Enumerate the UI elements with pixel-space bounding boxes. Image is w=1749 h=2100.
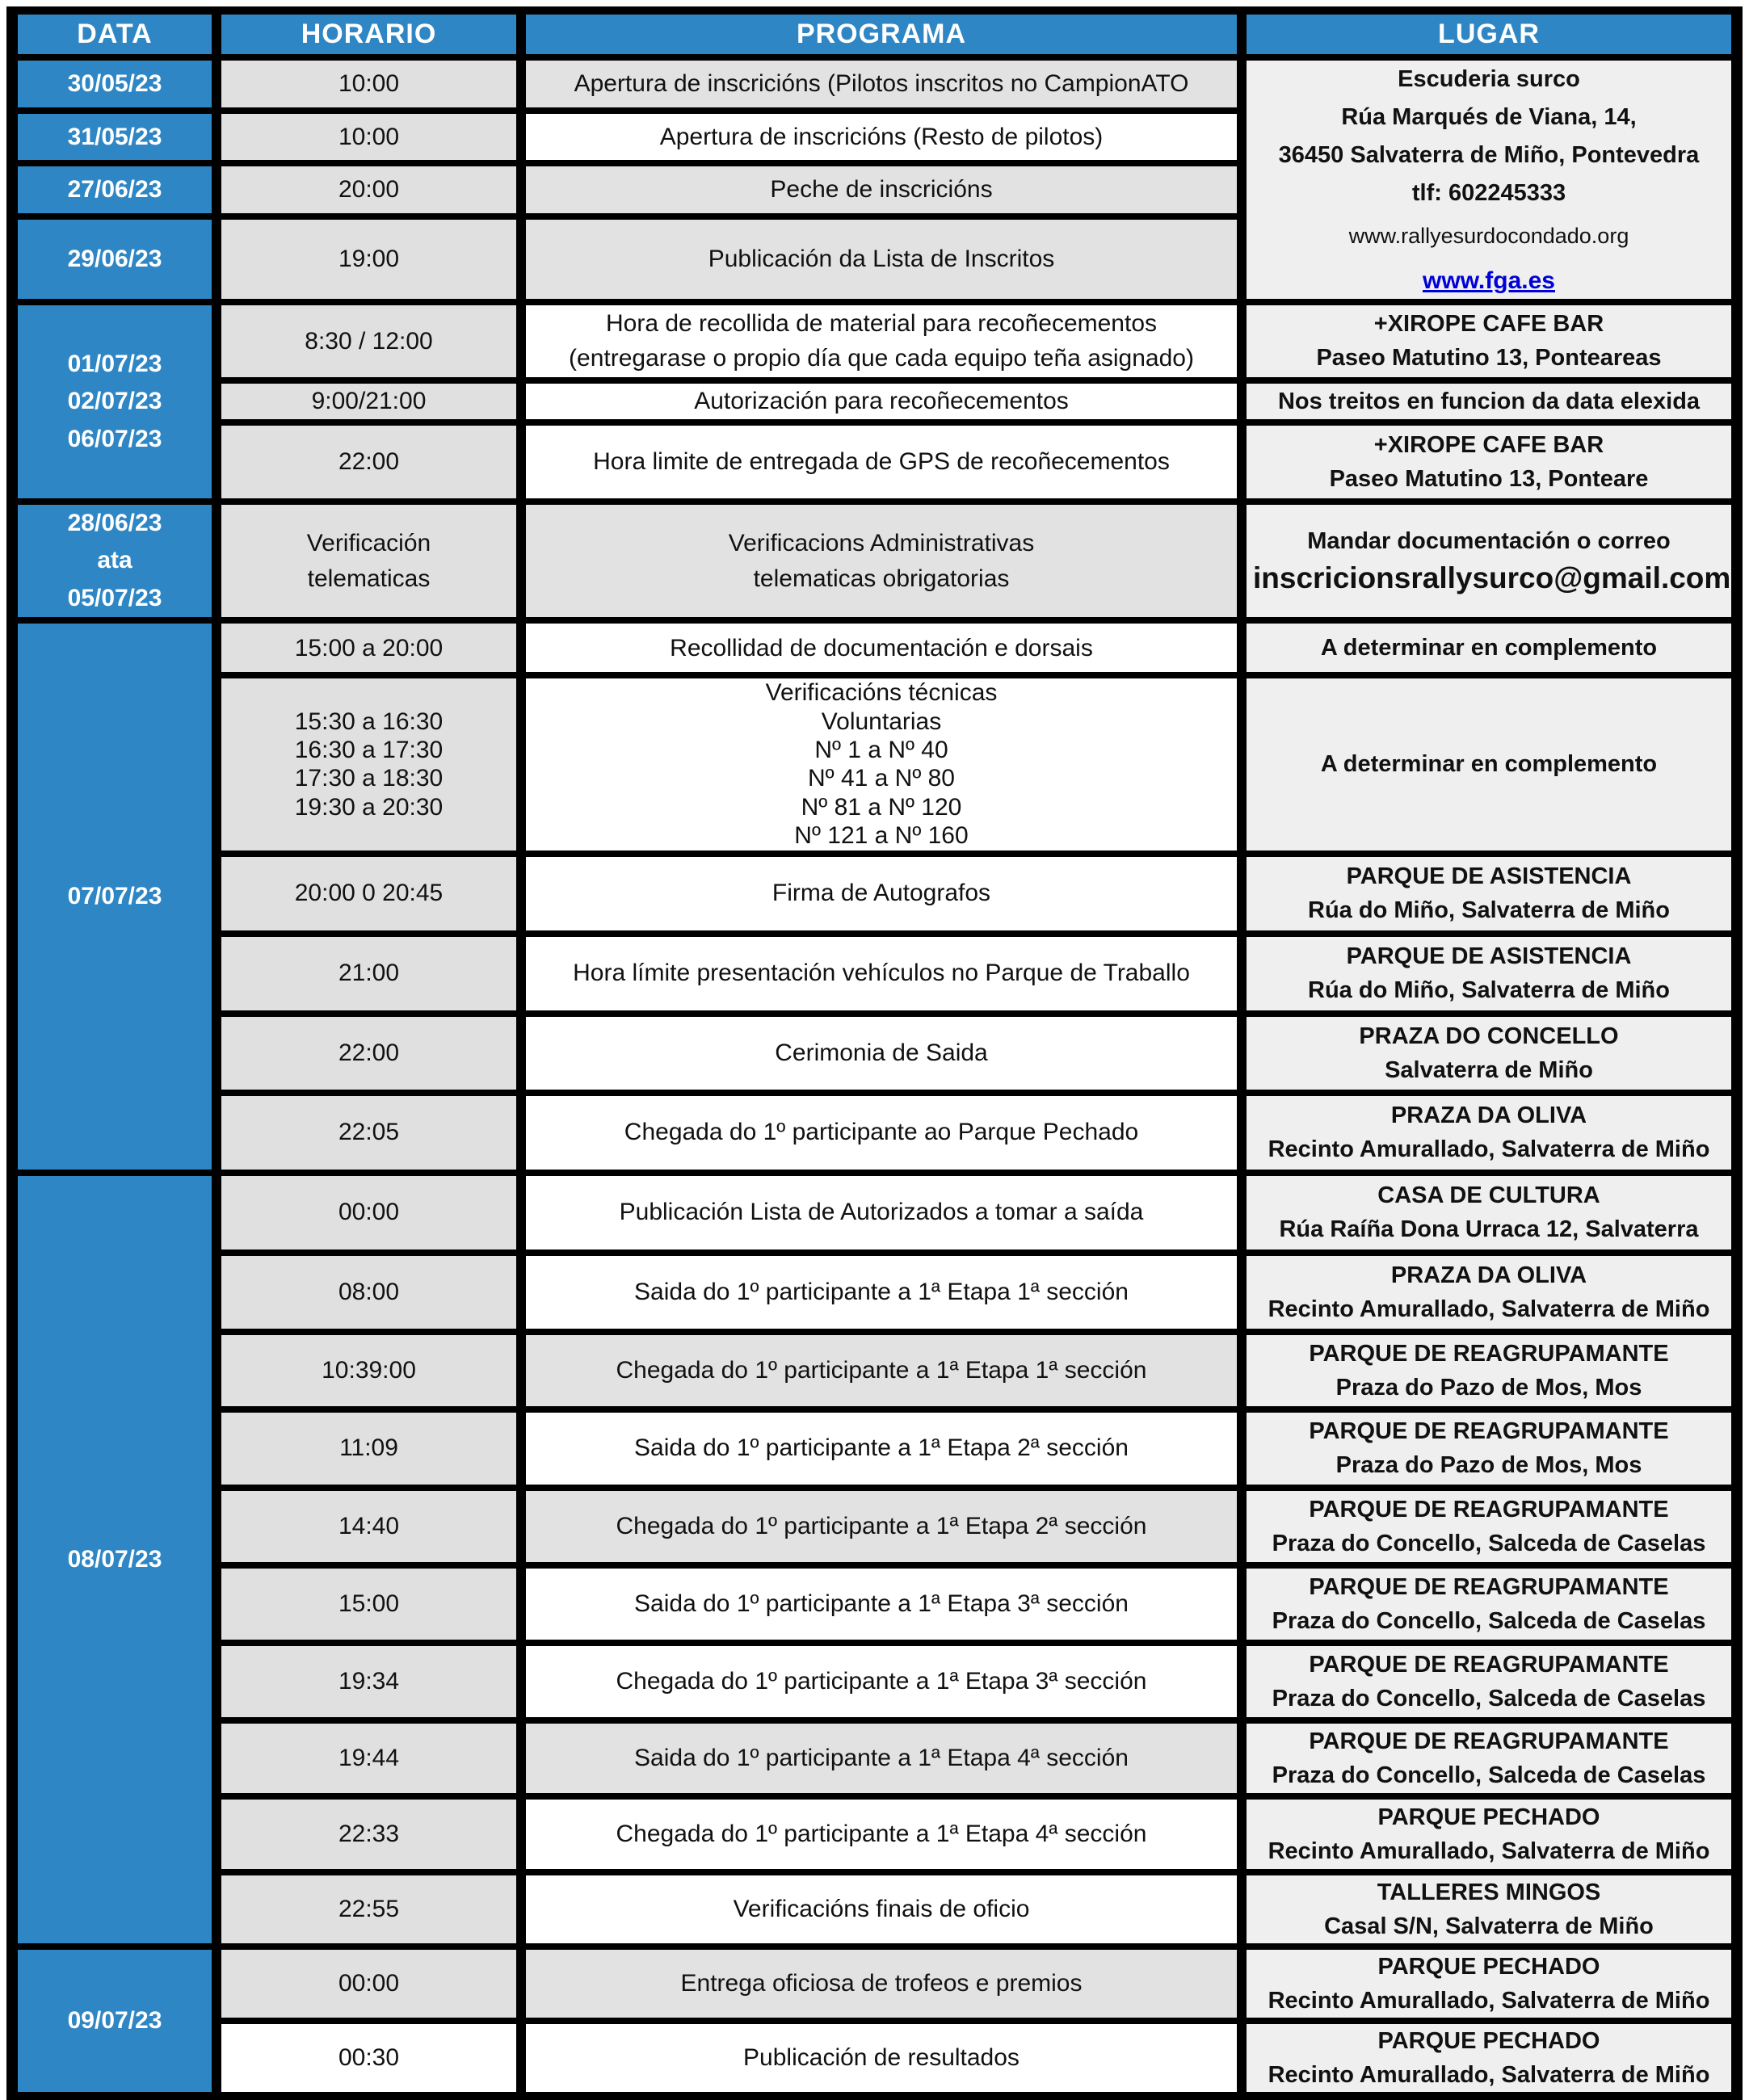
table-row [18,1256,1731,1329]
horario-cell: 10:39:00 [221,1335,516,1406]
programa-cell: Saida do 1º participante a 1ª Etapa 4ª sección [526,1724,1237,1793]
lugar-cell [1247,1875,1731,1943]
text-line: 16:30 a 17:30 [294,737,444,764]
table-row [18,937,1731,1010]
lugar-cell [1247,505,1731,618]
horario-cell: 22:05 [221,1096,516,1170]
text-line: TALLERES MINGOS [1377,1879,1601,1905]
text-line: telematicas obrigatorias [753,565,1010,592]
horario-cell: 00:00 [221,1176,516,1250]
text-line: +XIROPE CAFE BAR [1373,431,1604,458]
horario-cell: 22:33 [221,1800,516,1869]
text-line: Salvaterra de Miño [1385,1056,1593,1083]
lugar-cell: A determinar en complemento [1247,624,1731,672]
horario-cell: 00:30 [221,2024,516,2092]
lugar-cell [1247,1569,1731,1640]
horario-cell: 22:00 [221,1017,516,1090]
text-line: Nº 41 a Nº 80 [807,765,955,792]
text-line: Voluntarias [821,708,942,735]
programa-cell: Publicación da Lista de Inscritos [526,220,1237,299]
table-row [18,1875,1731,1943]
text-line: Verificacións técnicas [765,679,998,707]
table-row [18,1800,1731,1869]
email-address: inscricionsrallysurco@gmail.com [1253,561,1731,595]
text-line: Nº 121 a Nº 160 [794,822,969,850]
text-line: PARQUE DE REAGRUPAMANTE [1309,1651,1669,1678]
date-line: 01/07/23 [67,350,162,377]
horario-cell: 19:34 [221,1646,516,1717]
horario-cell [221,505,516,618]
text-line: Praza do Concello, Salceda de Caselas [1272,1607,1706,1634]
text-line: 15:30 a 16:30 [294,708,444,735]
date-cell: 29/06/23 [18,220,212,299]
programa-cell: Saida do 1º participante a 1ª Etapa 1ª sección [526,1256,1237,1329]
text-line: Rúa do Miño, Salvaterra de Miño [1308,977,1670,1004]
lugar-cell [1247,1724,1731,1793]
table-row [18,505,1731,618]
table-row [18,624,1731,672]
table-row [18,1413,1731,1485]
lugar-cell [1247,1017,1731,1090]
programa-cell [526,305,1237,377]
text-line: PARQUE DE REAGRUPAMANTE [1309,1573,1669,1600]
lugar-cell: A determinar en complemento [1247,678,1731,850]
programa-cell: Saida do 1º participante a 1ª Etapa 2ª sección [526,1413,1237,1485]
fga-link-wrap [1253,263,1725,299]
text-line: PRAZA DO CONCELLO [1359,1023,1619,1049]
text-line: telematicas [307,565,431,592]
date-cell: 07/07/23 [18,624,212,1169]
lugar-cell [1247,1800,1731,1869]
table-row [18,1569,1731,1640]
text-line: Rúa Raíña Dona Urraca 12, Salvaterra [1279,1216,1699,1243]
programa-cell: Entrega oficiosa de trofeos e premios [526,1950,1237,2018]
text-line: Paseo Matutino 13, Ponteare [1329,465,1649,492]
date-cell: 31/05/23 [18,114,212,161]
text-line: Mandar documentación o correo [1307,527,1671,554]
horario-cell: 20:00 0 20:45 [221,857,516,930]
organizer-cell [1247,61,1731,299]
text-line: PARQUE DE ASISTENCIA [1346,863,1632,890]
date-line: 05/07/23 [67,584,162,611]
text-line: Casal S/N, Salvaterra de Miño [1324,1913,1654,1939]
table-row [18,1176,1731,1250]
horario-cell [221,678,516,850]
programa-cell: Verificacións finais de oficio [526,1875,1237,1943]
table-row [18,1335,1731,1406]
organizer-name: Escuderia surco [1398,66,1580,93]
programa-cell [526,678,1237,850]
horario-cell: 22:55 [221,1875,516,1943]
table-row [18,1724,1731,1793]
programa-cell: Chegada do 1º participante a 1ª Etapa 4ª sección [526,1800,1237,1869]
lugar-cell [1247,1256,1731,1329]
lugar-cell [1247,857,1731,930]
table-row [18,857,1731,930]
horario-cell: 00:00 [221,1950,516,2018]
table-row [18,305,1731,377]
text-line: +XIROPE CAFE BAR [1373,311,1604,338]
horario-cell: 20:00 [221,166,516,213]
text-line: Recinto Amurallado, Salvaterra de Miño [1268,1987,1710,2014]
text-line: 19:30 a 20:30 [294,793,444,821]
text-line: Praza do Pazo de Mos, Mos [1335,1452,1642,1479]
text-line: 17:30 a 18:30 [294,765,444,792]
text-line: PARQUE DE REAGRUPAMANTE [1309,1496,1669,1522]
programa-cell: Peche de inscricións [526,166,1237,213]
programa-cell: Apertura de inscricións (Resto de pilotos) [526,114,1237,161]
lugar-cell [1247,1646,1731,1717]
lugar-cell [1247,1413,1731,1485]
lugar-cell [1247,2024,1731,2092]
header-data: DATA [18,15,212,54]
horario-cell: 9:00/21:00 [221,384,516,419]
programa-cell: Cerimonia de Saida [526,1017,1237,1090]
text-line: Recinto Amurallado, Salvaterra de Miño [1268,1838,1710,1864]
text-line: PARQUE DE ASISTENCIA [1346,943,1632,970]
text-line: Nº 81 a Nº 120 [801,793,962,821]
text-line: Recinto Amurallado, Salvaterra de Miño [1268,2061,1710,2088]
date-line: 02/07/23 [67,388,162,415]
date-line: 06/07/23 [67,425,162,452]
text-line: Nº 1 a Nº 40 [814,737,948,764]
date-line: 28/06/23 [67,509,162,536]
programa-cell: Publicación de resultados [526,2024,1237,2092]
text-line: Rúa do Miño, Salvaterra de Miño [1308,897,1670,924]
programa-cell: Hora limite de entregada de GPS de recoñecementos [526,426,1237,498]
text-line: (entregarase o propio día que cada equipo teña asignado) [569,345,1194,372]
text-line: Praza do Pazo de Mos, Mos [1335,1374,1642,1401]
text-line: Verificación [306,530,431,557]
programa-cell: Publicación Lista de Autorizados a tomar a saída [526,1176,1237,1250]
text-line: PARQUE PECHADO [1377,2027,1600,2054]
date-line: ata [97,547,132,574]
horario-cell: 11:09 [221,1413,516,1485]
programa-cell [526,505,1237,618]
programa-cell: Apertura de inscricións (Pilotos inscritos no CampionATO [526,61,1237,107]
organizer-city: 36450 Salvaterra de Miño, Pontevedra [1278,142,1700,169]
horario-cell: 10:00 [221,61,516,107]
table-row [18,1646,1731,1717]
fga-link[interactable]: www.fga.es [1423,267,1555,295]
header-programa: PROGRAMA [526,15,1237,54]
table-row [18,61,1731,107]
horario-cell: 21:00 [221,937,516,1010]
lugar-cell [1247,937,1731,1010]
horario-cell: 15:00 [221,1569,516,1640]
text-line: Praza do Concello, Salceda de Caselas [1272,1685,1706,1712]
text-line: Verificacions Administrativas [728,530,1035,557]
text-line: Paseo Matutino 13, Ponteareas [1316,345,1662,372]
lugar-cell [1247,1950,1731,2018]
text-line: PARQUE PECHADO [1377,1804,1600,1830]
organizer-phone: tlf: 602245333 [1411,180,1566,207]
date-cell [18,305,212,498]
programa-cell: Chegada do 1º participante a 1ª Etapa 3ª sección [526,1646,1237,1717]
table-row [18,678,1731,850]
text-line: Praza do Concello, Salceda de Caselas [1272,1530,1706,1556]
text-line: Praza do Concello, Salceda de Caselas [1272,1762,1706,1788]
table-row [18,1096,1731,1170]
schedule-table [6,6,1743,2100]
text-line: PARQUE DE REAGRUPAMANTE [1309,1340,1669,1367]
date-cell: 30/05/23 [18,61,212,107]
text-line: PRAZA DA OLIVA [1390,1102,1587,1129]
programa-cell: Saida do 1º participante a 1ª Etapa 3ª sección [526,1569,1237,1640]
lugar-cell [1247,1096,1731,1170]
programa-cell: Firma de Autografos [526,857,1237,930]
lugar-cell [1247,1491,1731,1562]
horario-cell: 19:00 [221,220,516,299]
lugar-cell [1247,1176,1731,1250]
horario-cell: 14:40 [221,1491,516,1562]
table-row [18,1017,1731,1090]
text-line: Hora de recollida de material para recoñecementos [605,309,1158,337]
text-line: Recinto Amurallado, Salvaterra de Miño [1268,1136,1710,1163]
table-row [18,426,1731,498]
programa-cell: Autorización para recoñecementos [526,384,1237,419]
horario-cell: 15:00 a 20:00 [221,624,516,672]
header-lugar: LUGAR [1247,15,1731,54]
text-line: Recinto Amurallado, Salvaterra de Miño [1268,1296,1710,1322]
header-row [18,15,1731,54]
header-horario: HORARIO [221,15,516,54]
table-row [18,1491,1731,1562]
date-cell: 08/07/23 [18,1176,212,1943]
horario-cell: 10:00 [221,114,516,161]
table-row [18,384,1731,419]
text-line: PRAZA DA OLIVA [1390,1262,1587,1288]
text-line: PARQUE DE REAGRUPAMANTE [1309,1728,1669,1754]
lugar-cell [1247,1335,1731,1406]
horario-cell: 19:44 [221,1724,516,1793]
programa-cell: Chegada do 1º participante ao Parque Pechado [526,1096,1237,1170]
text-line: PARQUE PECHADO [1377,1953,1600,1980]
text-line: CASA DE CULTURA [1377,1182,1600,1209]
organizer-website: www.rallyesurdocondado.org [1348,224,1629,249]
rally-schedule-page [0,6,1749,2088]
organizer-street: Rúa Marqués de Viana, 14, [1341,104,1637,131]
programa-cell: Chegada do 1º participante a 1ª Etapa 2ª sección [526,1491,1237,1562]
table-row [18,2024,1731,2092]
lugar-cell [1247,426,1731,498]
programa-cell: Chegada do 1º participante a 1ª Etapa 1ª sección [526,1335,1237,1406]
horario-cell: 22:00 [221,426,516,498]
programa-cell: Recollidad de documentación e dorsais [526,624,1237,672]
date-cell: 09/07/23 [18,1950,212,2092]
horario-cell: 08:00 [221,1256,516,1329]
text-line: PARQUE DE REAGRUPAMANTE [1309,1418,1669,1445]
lugar-cell: Nos treitos en funcion da data elexida [1247,384,1731,419]
lugar-cell [1247,305,1731,377]
date-cell: 27/06/23 [18,166,212,213]
date-cell [18,505,212,618]
programa-cell: Hora límite presentación vehículos no Parque de Traballo [526,937,1237,1010]
horario-cell: 8:30 / 12:00 [221,305,516,377]
table-row [18,1950,1731,2018]
